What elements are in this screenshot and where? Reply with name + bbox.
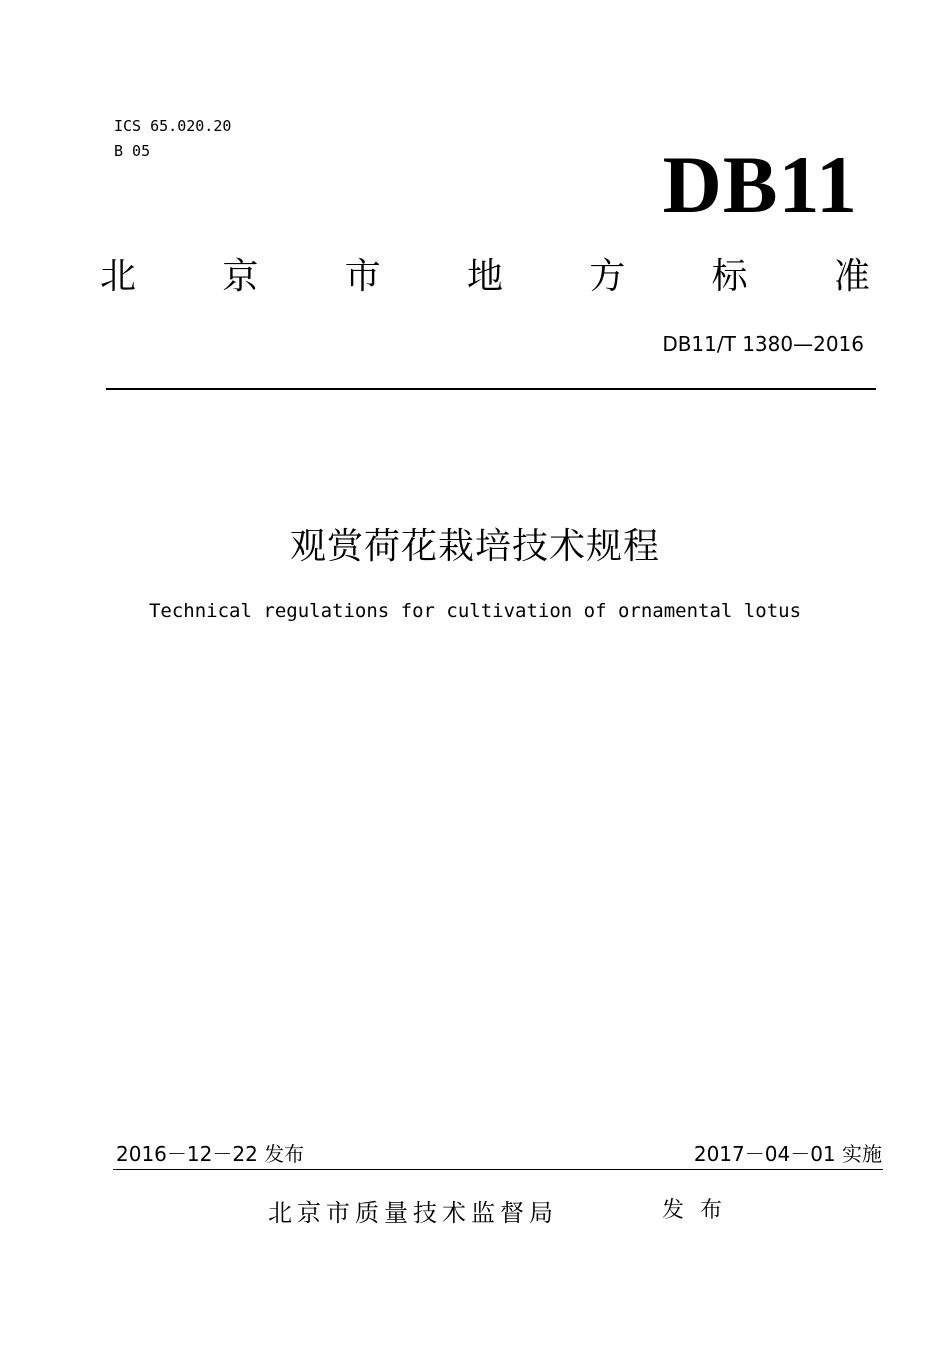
standard-type-char: 北 bbox=[100, 256, 137, 297]
ics-code: ICS 65.020.20 bbox=[114, 117, 232, 135]
implement-date: 2017－04－01 实施 bbox=[693, 1142, 882, 1166]
document-title-chinese: 观赏荷花栽培技术规程 bbox=[289, 526, 660, 567]
header-divider bbox=[106, 388, 876, 390]
standard-number: DB11/T 1380—2016 bbox=[662, 332, 864, 356]
standard-type-char: 准 bbox=[833, 256, 870, 297]
issuing-authority: 北京市质量技术监督局 bbox=[268, 1199, 558, 1227]
issue-label: 发布 bbox=[662, 1198, 739, 1223]
publish-date: 2016－12－22 发布 bbox=[116, 1142, 305, 1166]
standard-type-char: 方 bbox=[589, 256, 626, 297]
standard-type-char: 标 bbox=[711, 256, 748, 297]
db11-logo: DB11 bbox=[662, 139, 858, 230]
standard-type-char: 地 bbox=[466, 256, 503, 297]
standard-type-heading bbox=[100, 252, 870, 302]
footer-divider bbox=[113, 1169, 883, 1170]
classification-code: B 05 bbox=[114, 142, 151, 160]
document-title-english: Technical regulations for cultivation of ornamental lotus bbox=[148, 600, 802, 622]
standard-type-char: 京 bbox=[222, 256, 259, 297]
standard-type-char: 市 bbox=[344, 256, 381, 297]
